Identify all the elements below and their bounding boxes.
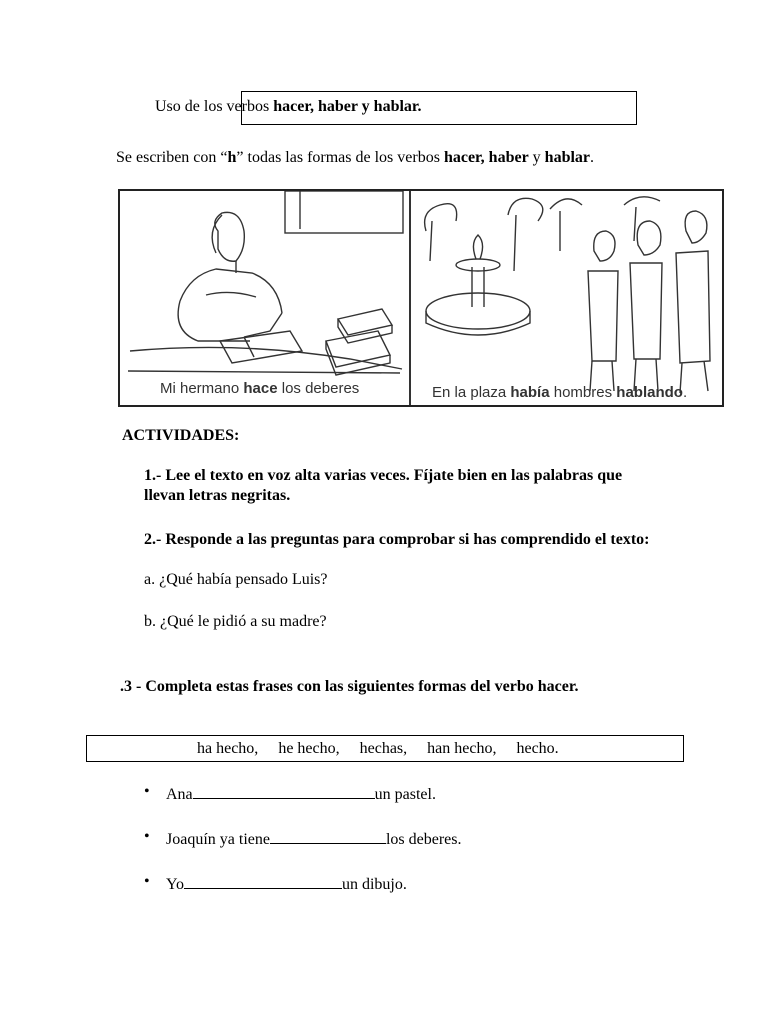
- right-caption-3: .: [682, 384, 688, 401]
- blank-1[interactable]: [193, 784, 375, 799]
- title-prefix: Uso de los verbos: [155, 98, 274, 115]
- left-caption-1: Mi hermano: [160, 380, 244, 397]
- blank-3[interactable]: [184, 874, 342, 889]
- left-caption-bold: hace: [243, 380, 278, 397]
- right-caption-1: En la plaza: [432, 384, 511, 401]
- word-bank-item: hecho.: [516, 740, 559, 757]
- sentence-2-after: los deberes.: [385, 831, 462, 848]
- word-bank-item: han hecho,: [427, 740, 497, 757]
- bullet-icon: •: [144, 828, 150, 845]
- blank-2[interactable]: [270, 829, 386, 844]
- word-bank-item: ha hecho,: [197, 740, 259, 757]
- activity-2: 2.- Responde a las preguntas para comprobar si has comprendido el texto:: [144, 531, 650, 548]
- right-caption-bold1: había: [510, 384, 550, 401]
- left-caption: [160, 380, 359, 397]
- intro-rule: [116, 149, 594, 167]
- bullet-icon: •: [144, 783, 150, 800]
- intro-bold2: hablar: [544, 149, 591, 166]
- intro-mid: y: [528, 149, 545, 166]
- sentence-3-after: un dibujo.: [341, 876, 407, 893]
- title-bold: hacer, haber y hablar.: [273, 98, 422, 115]
- illustration-drawing: [120, 191, 722, 405]
- illustration: [118, 189, 724, 407]
- right-caption-bold2: hablando: [616, 384, 683, 401]
- question-b: b. ¿Qué le pidió a su madre?: [144, 613, 327, 630]
- right-caption: [432, 384, 687, 401]
- question-a: a. ¿Qué había pensado Luis?: [144, 571, 328, 588]
- sentence-1-before: Ana: [166, 786, 193, 803]
- bullet-icon: •: [144, 873, 150, 890]
- activity-3: .3 - Completa estas frases con las siguientes formas del verbo hacer.: [120, 678, 579, 695]
- sentence-2-before: Joaquín ya tiene: [166, 831, 270, 848]
- activity-1: 1.- Lee el texto en voz alta varias veces. Fíjate bien en las palabras que llevan letras negritas.: [144, 467, 623, 504]
- right-caption-2: hombres: [549, 384, 617, 401]
- word-bank: [197, 740, 575, 758]
- intro-bold1: hacer, haber: [443, 149, 529, 166]
- sentence-1-after: un pastel.: [374, 786, 436, 803]
- activities-heading: ACTIVIDADES:: [122, 427, 240, 444]
- intro-h: h: [227, 149, 237, 166]
- left-caption-2: los deberes: [277, 380, 360, 397]
- intro-end: .: [590, 149, 595, 166]
- sentence-3-before: Yo: [166, 876, 184, 893]
- word-bank-item: he hecho,: [278, 740, 340, 757]
- page-title: [155, 98, 422, 116]
- word-bank-item: hechas,: [359, 740, 408, 757]
- intro-part1: Se escriben con “: [116, 149, 228, 166]
- intro-part2: ” todas las formas de los verbos: [236, 149, 444, 166]
